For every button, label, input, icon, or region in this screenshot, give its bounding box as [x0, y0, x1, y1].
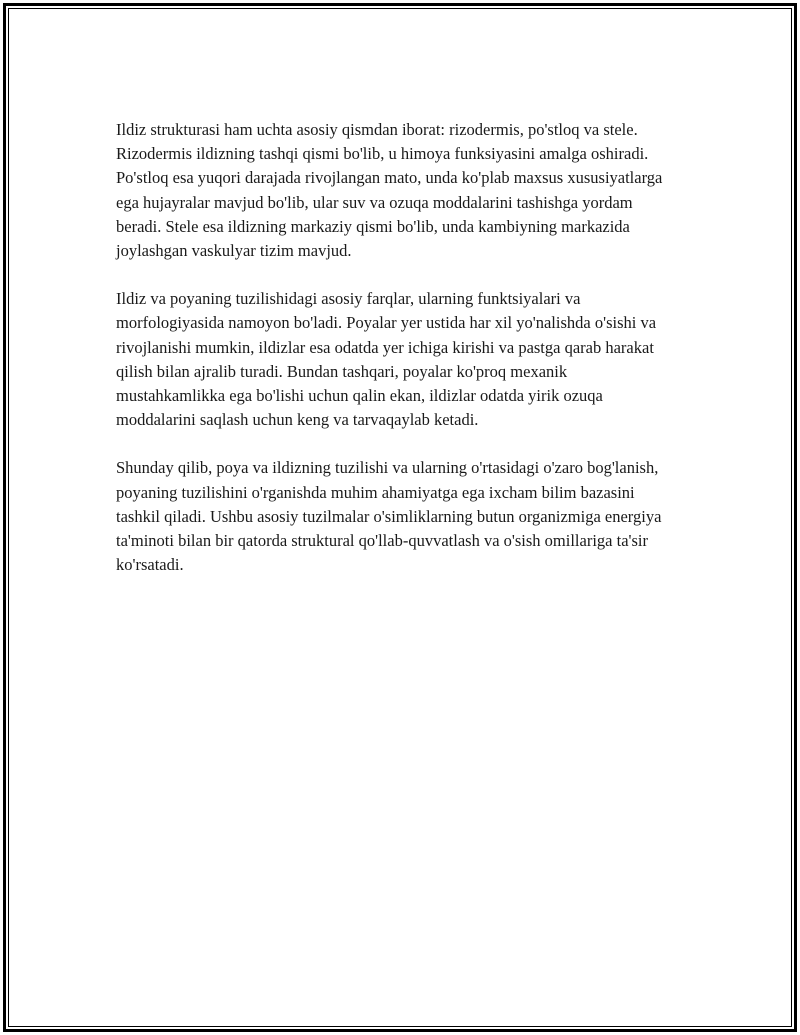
document-body [116, 118, 676, 601]
paragraph-root-stem-differences: Ildiz va poyaning tuzilishidagi asosiy farqlar, ularning funktsiyalari va morfologiyasida namoyon bo'ladi. Poyalar yer ustida har xil yo'nalishda o'sishi va rivojlanishi mumkin, ildizlar esa odatda yer ichiga kirishi va pastga qarab harakat qilish bilan ajralib turadi. Bundan tashqari, poyalar ko'proq mexanik mustahkamlikka ega bo'lishi uchun qalin ekan, ildizlar odatda yirik ozuqa moddalarini saqlash uchun keng va tarvaqaylab ketadi. [116, 289, 657, 430]
paragraph-conclusion: Shunday qilib, poya va ildizning tuzilishi va ularning o'rtasidagi o'zaro bog'lanish, poyaning tuzilishini o'rganishda muhim ahamiyatga ega ixcham bilim bazasini tashkil qiladi. Ushbu asosiy tuzilmalar o'simliklarning butun organizmiga energiya ta'minoti bilan bir qatorda struktural qo'llab-quvvatlash va o'sish omillariga ta'sir ko'rsatadi. [116, 458, 662, 575]
paragraph-root-structure: Ildiz strukturasi ham uchta asosiy qismdan iborat: rizodermis, po'stloq va stele. Rizodermis ildizning tashqi qismi bo'lib, u himoya funksiyasini amalga oshiradi. Po'stloq esa yuqori darajada rivojlangan mato, unda ko'plab maxsus xususiyatlarga ega hujayralar mavjud bo'lib, ular suv va ozuqa moddalarini tashishga yordam beradi. Stele esa ildizning markaziy qismi bo'lib, unda kambiyning markazida joylashgan vaskulyar tizim mavjud. [116, 120, 663, 261]
